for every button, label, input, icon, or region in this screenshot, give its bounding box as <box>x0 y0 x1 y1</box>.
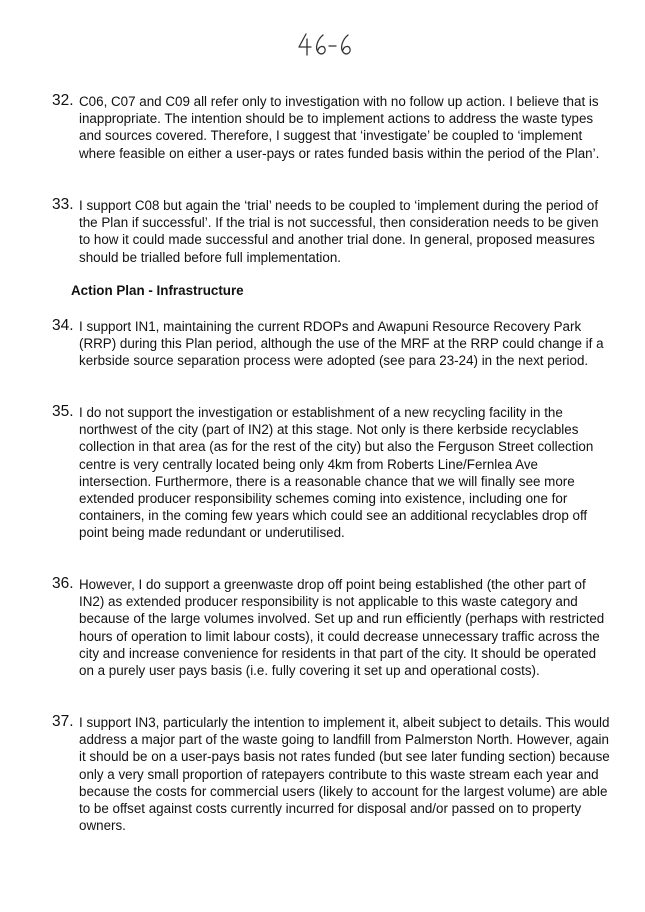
paragraph-36 <box>52 576 612 679</box>
paragraph-35 <box>52 404 612 542</box>
paragraph-number: 32. <box>52 92 74 109</box>
paragraph-text: I support IN1, maintaining the current RDOPs and Awapuni Resource Recovery Park (RRP) during this Plan period, although the use of the MRF at the RRP could change if a kerbside source separation process were adopted (see para 23-24) in the next period. <box>79 319 604 369</box>
handwritten-page-number <box>296 30 360 58</box>
paragraph-number: 35. <box>52 403 74 420</box>
paragraph-text: I support IN3, particularly the intention to implement it, albeit subject to details. This would address a major part of the waste going to landfill from Palmerston North. However, again it should be on a user-pays basis not rates funded (but see later funding section) because only a very small proportion of ratepayers contribute to this waste stream each year and because the costs for commercial users (likely to account for the largest volume) are able to be offset against costs currently incurred for disposal and/or passed on to property owners. <box>79 715 610 834</box>
paragraph-number: 33. <box>52 196 74 213</box>
paragraph-37 <box>52 714 612 834</box>
paragraph-number: 37. <box>52 713 74 730</box>
paragraph-34 <box>52 318 612 370</box>
paragraph-text: However, I do support a greenwaste drop off point being established (the other part of IN2) as extended producer responsibility is not applicable to this waste category and because of the large volumes involved. Set up and run efficiently (perhaps with restricted hours of operation to limit labour costs), it could decrease unnecessary traffic across the city and increase convenience for residents in that part of the city. It should be operated on a purely user pays basis (i.e. fully covering it set up and operational costs). <box>79 577 605 679</box>
paragraph-text: I do not support the investigation or establishment of a new recycling facility in the northwest of the city (part of IN2) at this stage. Not only is there kerbside recyclables collection in that area (as for the rest of the city) but also the Ferguson Street collection centre is very centrally located being only 4km from Roberts Line/Fernlea Ave intersection. Furthermore, there is a reasonable chance that we will finally see more extended producer responsibility schemes coming into existence, including one for containers, in the coming few years which could see an additional recyclables drop off point being made redundant or underutilised. <box>79 405 594 541</box>
paragraph-33 <box>52 197 612 266</box>
handwritten-page-number-drawing <box>296 30 360 58</box>
paragraph-number: 36. <box>52 575 74 592</box>
paragraph-text: I support C08 but again the ‘trial’ needs to be coupled to ‘implement during the period of the Plan if successful’. If the trial is not successful, then consideration needs to be given to how it could made successful and another trial done. In general, proposed measures should be trialled before full implementation. <box>79 198 599 265</box>
paragraph-32 <box>52 93 612 162</box>
paragraph-text: C06, C07 and C09 all refer only to investigation with no follow up action. I believe that is inappropriate. The intention should be to implement actions to address the waste types and sources covered. Therefore, I suggest that ‘investigate’ be coupled to ‘implement where feasible on either a user-pays or rates funded basis within the period of the Plan’. <box>79 94 600 161</box>
section-heading: Action Plan - Infrastructure <box>71 283 244 298</box>
paragraph-number: 34. <box>52 317 74 334</box>
